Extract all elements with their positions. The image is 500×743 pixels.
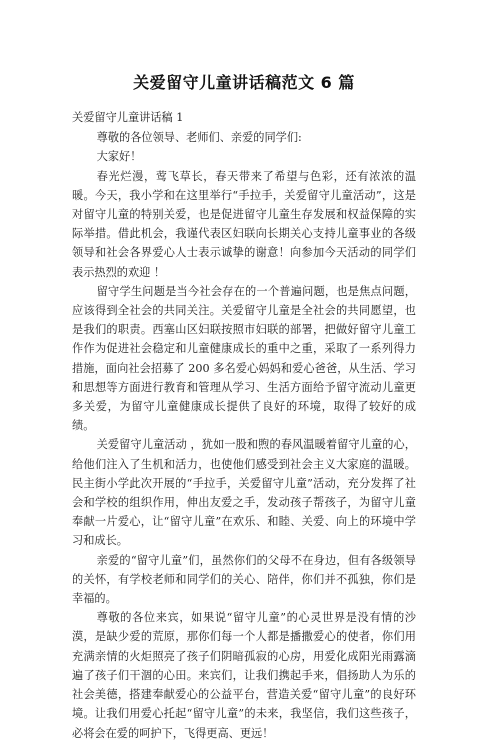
body-paragraph: 亲爱的“留守儿童”们，虽然你们的父母不在身边，但有各级领导的关怀，有学校老师和同学们的关心、陪伴，你们并不孤独，你们是幸福的。 xyxy=(72,553,416,606)
body-paragraph: 关爱留守儿童活动 ，犹如一股和煦的春风温暖着留守儿童的心，给他们注入了生机和活力，也使他们感受到社会主义大家庭的温暖。民主街小学此次开展的“手拉手，关爱留守儿童”活动，充分发挥了社会和学校的组织作用，伸出友爱之手，发动孩子帮孩子，为留守儿童奉献一片爱心，让“留守儿童”在欢乐、和睦、关爱、向上的环境中学习和成长。 xyxy=(72,438,416,548)
body-paragraph: 尊敬的各位来宾，如果说“留守儿童”的心灵世界是没有情的沙漠，是缺少爱的荒原，那你们每一个人都是播撒爱心的使者，你们用充满亲情的火炬照亮了孩子们阴暗孤寂的心房，用爱化成阳光雨露滴遍了孩子们干涸的心田。来宾们，让我们携起手来，倡扬助人为乐的社会美德，搭建奉献爱心的公益平台，营造关爱“留守儿童”的良好环境。让我们用爱心托起“留守儿童”的未来，我坚信，我们这些孩子，必将会在爱的呵护下，飞得更高、更远！ xyxy=(72,611,416,740)
body-paragraph: 春光烂漫，莺飞草长，春天带来了希望与色彩，还有浓浓的温暖。今天，我小学和在这里举行“手拉手，关爱留守儿童活动”，这是对留守儿童的特别关爱，也是促进留守儿童生存发展和权益保障的实际举措。借此机会，我谨代表区妇联向长期关心支持儿童事业的各级领导和社会各界爱心人士表示诚挚的谢意！向参加今天活动的同学们表示热烈的欢迎 ！ xyxy=(72,169,416,279)
document-body xyxy=(72,108,416,743)
section-heading: 关爱留守儿童讲话稿 1 xyxy=(72,111,184,124)
greeting-paragraph: 大家好！ xyxy=(96,150,142,164)
salutation-paragraph: 尊敬的各位领导、老师们、亲爱的同学们: xyxy=(96,131,302,145)
body-paragraph: 留守学生问题是当今社会存在的一个普遍问题，也是焦点问题，应该得到全社会的共同关注。关爱留守儿童是全社会的共同愿望，也是我们的职责。西塞山区妇联按照市妇联的部署，把做好留守儿童工作作为促进社会稳定和儿童健康成长的重中之重，采取了一系列得力措施，面向社会招募了 200 多名爱心妈妈和爱心爸爸，从生活、学习和思想等方面进行教育和管理从学习、生活方面给予留守流动儿童更多关爱，为留守儿童健康成长提供了良好的环境，取得了较好的成绩。 xyxy=(72,284,416,433)
document-title: 关爱留守儿童讲话稿范文 6 篇 xyxy=(133,73,355,92)
